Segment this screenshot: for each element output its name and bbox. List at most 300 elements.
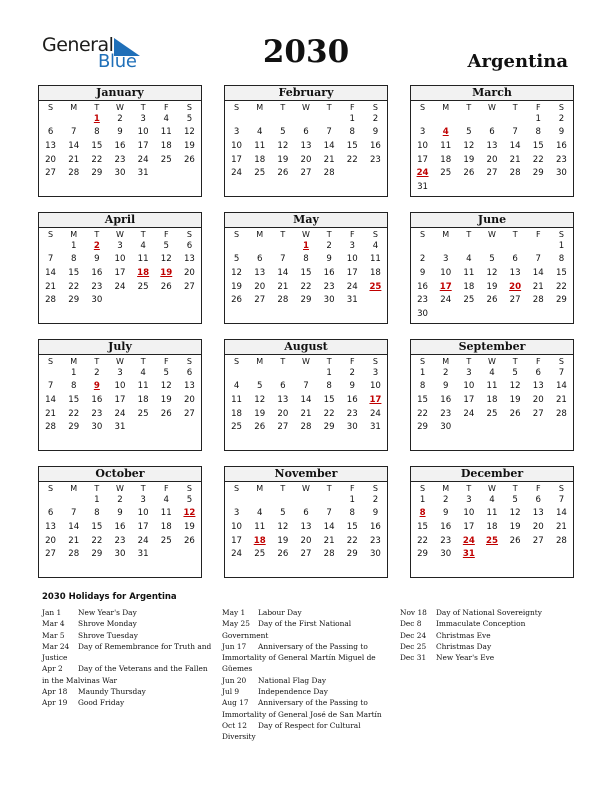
month-name: April — [39, 213, 201, 228]
empty-cell — [434, 180, 457, 194]
holiday-day-cell: 17 — [439, 281, 452, 292]
weekday-label: T — [326, 483, 332, 493]
day-cell: 13 — [277, 394, 289, 405]
day-cell: 7 — [70, 508, 77, 519]
weekday-label: T — [140, 356, 146, 366]
day-cell: 16 — [91, 394, 103, 405]
day-cell: 27 — [183, 281, 195, 292]
holiday-date: Jul 9 — [222, 687, 240, 697]
day-cell: 4 — [466, 254, 472, 265]
day-cell: 2 — [372, 113, 379, 124]
day-cell: 30 — [114, 549, 126, 560]
holiday-day-cell: 1 — [303, 240, 309, 251]
empty-cell — [527, 547, 550, 561]
day-cell: 5 — [512, 494, 518, 505]
day-cell: 7 — [535, 254, 541, 265]
day-cell: 20 — [277, 408, 289, 419]
day-cell: 21 — [45, 281, 57, 292]
empty-cell — [504, 112, 527, 126]
weekday-label: S — [48, 356, 54, 366]
day-cell: 12 — [509, 508, 521, 519]
empty-cell — [411, 239, 434, 253]
weekday-label: S — [420, 483, 426, 493]
day-cell: 11 — [137, 381, 149, 392]
day-cell: 21 — [532, 281, 544, 292]
empty-cell — [480, 420, 503, 434]
day-cell: 1 — [419, 367, 426, 378]
holiday-day-cell: 1 — [93, 113, 100, 124]
day-cell: 10 — [114, 381, 126, 392]
day-cell: 28 — [300, 422, 312, 433]
empty-cell — [504, 307, 527, 321]
weekday-label: T — [94, 229, 100, 239]
day-cell: 27 — [300, 168, 312, 179]
empty-cell — [225, 239, 248, 253]
empty-cell — [411, 112, 434, 126]
day-cell: 13 — [532, 508, 544, 519]
day-cell: 9 — [558, 127, 565, 138]
holiday-name: Shrove Monday — [78, 619, 137, 629]
day-cell: 21 — [323, 154, 335, 165]
day-cell: 30 — [91, 295, 103, 306]
holiday-day-cell: 12 — [183, 508, 196, 519]
day-cell: 10 — [463, 508, 475, 519]
day-cell: 6 — [303, 508, 309, 519]
weekday-label: W — [302, 483, 310, 493]
empty-cell — [550, 180, 573, 194]
day-cell: 9 — [349, 381, 355, 392]
day-cell: 21 — [68, 154, 80, 165]
day-cell: 16 — [91, 267, 103, 278]
empty-cell — [271, 366, 294, 380]
day-cell: 12 — [277, 521, 289, 532]
day-cell: 9 — [117, 127, 123, 138]
day-cell: 1 — [558, 240, 565, 251]
day-cell: 10 — [114, 254, 126, 265]
day-cell: 24 — [114, 408, 126, 419]
empty-cell — [225, 366, 248, 380]
empty-cell — [108, 293, 131, 307]
day-cell: 22 — [532, 154, 544, 165]
day-cell: 15 — [555, 267, 567, 278]
day-cell: 6 — [47, 127, 54, 138]
holiday-item — [42, 641, 212, 664]
day-cell: 6 — [186, 240, 193, 251]
day-cell: 29 — [555, 295, 567, 306]
day-cell: 8 — [326, 381, 332, 392]
day-cell: 9 — [372, 127, 379, 138]
day-cell: 11 — [231, 394, 243, 405]
weekday-label: F — [535, 483, 541, 493]
day-cell: 28 — [277, 295, 289, 306]
empty-cell — [155, 420, 178, 434]
weekday-label: T — [466, 229, 472, 239]
day-cell: 4 — [489, 494, 495, 505]
weekday-label: M — [70, 229, 78, 239]
day-cell: 16 — [346, 394, 358, 405]
empty-cell — [527, 420, 550, 434]
day-cell: 13 — [532, 381, 544, 392]
day-cell: 7 — [47, 381, 54, 392]
day-cell: 29 — [417, 549, 429, 560]
day-cell: 12 — [254, 394, 266, 405]
empty-cell — [294, 493, 317, 507]
day-cell: 29 — [91, 549, 103, 560]
day-cell: 8 — [349, 127, 355, 138]
day-cell: 1 — [349, 113, 355, 124]
weekday-label: M — [442, 229, 450, 239]
day-cell: 25 — [254, 549, 266, 560]
weekday-label: F — [535, 229, 541, 239]
day-cell: 25 — [137, 281, 149, 292]
holiday-day-cell: 8 — [419, 508, 426, 519]
empty-cell — [178, 420, 201, 434]
empty-cell — [178, 293, 201, 307]
day-cell: 30 — [346, 422, 358, 433]
empty-cell — [178, 166, 201, 180]
day-cell: 16 — [114, 140, 126, 151]
day-cell: 27 — [277, 422, 289, 433]
weekday-label: W — [116, 356, 124, 366]
holiday-date: Jun 17 — [222, 641, 247, 651]
empty-cell — [457, 420, 480, 434]
day-cell: 10 — [440, 267, 452, 278]
day-cell: 19 — [486, 281, 498, 292]
day-cell: 20 — [300, 154, 312, 165]
day-cell: 27 — [532, 408, 544, 419]
month-name: December — [411, 467, 573, 482]
day-cell: 22 — [91, 535, 103, 546]
day-cell: 24 — [231, 549, 243, 560]
day-cell: 17 — [417, 154, 429, 165]
day-cell: 22 — [555, 281, 567, 292]
day-cell: 26 — [463, 168, 475, 179]
day-cell: 15 — [346, 521, 358, 532]
weekday-label: T — [512, 483, 518, 493]
day-cell: 26 — [160, 281, 172, 292]
day-cell: 19 — [277, 535, 289, 546]
day-cell: 17 — [463, 394, 475, 405]
empty-cell — [62, 493, 85, 507]
day-cell: 24 — [463, 408, 475, 419]
day-cell: 21 — [68, 535, 80, 546]
empty-cell — [527, 180, 550, 194]
weekday-label: F — [349, 483, 355, 493]
day-cell: 24 — [369, 408, 381, 419]
day-cell: 15 — [68, 267, 80, 278]
day-cell: 2 — [558, 113, 565, 124]
empty-cell — [39, 112, 62, 126]
day-cell: 21 — [509, 154, 521, 165]
empty-cell — [434, 239, 457, 253]
day-cell: 18 — [137, 394, 149, 405]
weekday-label: T — [466, 102, 472, 112]
day-cell: 14 — [300, 394, 312, 405]
weekday-label: S — [420, 102, 426, 112]
day-cell: 16 — [417, 281, 429, 292]
day-cell: 8 — [349, 508, 355, 519]
holiday-day-cell: 9 — [93, 381, 100, 392]
weekday-label: F — [163, 229, 169, 239]
day-cell: 23 — [555, 154, 567, 165]
holiday-day-cell: 18 — [253, 535, 266, 546]
empty-cell — [225, 493, 248, 507]
day-cell: 11 — [440, 140, 452, 151]
weekday-label: S — [48, 483, 54, 493]
day-cell: 15 — [532, 140, 544, 151]
day-cell: 13 — [183, 381, 195, 392]
day-cell: 28 — [555, 535, 567, 546]
holiday-day-cell: 2 — [93, 240, 100, 251]
holiday-date: Aug 17 — [222, 698, 249, 708]
day-cell: 16 — [555, 140, 567, 151]
day-cell: 26 — [160, 408, 172, 419]
day-cell: 2 — [442, 494, 449, 505]
holiday-column — [400, 607, 570, 663]
weekday-label: T — [280, 229, 286, 239]
day-cell: 22 — [417, 535, 429, 546]
holiday-item — [400, 618, 570, 629]
weekday-label: M — [256, 483, 264, 493]
empty-cell — [318, 493, 341, 507]
empty-cell — [39, 366, 62, 380]
holiday-date: Dec 8 — [400, 619, 422, 629]
day-cell: 4 — [163, 113, 169, 124]
month-name: February — [225, 86, 387, 101]
day-cell: 31 — [137, 549, 149, 560]
weekday-label: W — [488, 229, 496, 239]
day-cell: 26 — [231, 295, 243, 306]
holiday-date: Jun 20 — [222, 675, 247, 685]
weekday-label: F — [535, 356, 541, 366]
day-cell: 12 — [509, 381, 521, 392]
holiday-item — [42, 607, 212, 618]
day-cell: 23 — [440, 535, 452, 546]
month-november — [224, 466, 388, 578]
day-cell: 3 — [117, 367, 123, 378]
day-cell: 5 — [163, 240, 169, 251]
day-cell: 18 — [160, 521, 172, 532]
day-cell: 5 — [280, 508, 286, 519]
empty-cell — [457, 180, 480, 194]
holiday-item — [42, 618, 212, 629]
day-cell: 3 — [442, 254, 449, 265]
weekday-label: F — [349, 102, 355, 112]
day-cell: 29 — [68, 422, 80, 433]
day-cell: 19 — [231, 281, 243, 292]
empty-cell — [341, 166, 364, 180]
holidays-title: 2030 Holidays for Argentina — [42, 592, 177, 602]
day-cell: 27 — [183, 408, 195, 419]
holiday-date: Mar 4 — [42, 619, 65, 629]
holiday-item — [222, 675, 382, 686]
month-february — [224, 85, 388, 197]
holiday-date: Dec 31 — [400, 653, 427, 663]
day-cell: 23 — [369, 154, 381, 165]
empty-cell — [504, 180, 527, 194]
day-cell: 30 — [440, 549, 452, 560]
holiday-item — [400, 630, 570, 641]
day-cell: 2 — [419, 254, 426, 265]
day-cell: 10 — [231, 521, 243, 532]
day-cell: 24 — [231, 168, 243, 179]
day-cell: 16 — [440, 521, 452, 532]
holiday-item — [400, 607, 570, 618]
day-cell: 29 — [300, 295, 312, 306]
day-cell: 23 — [114, 154, 126, 165]
day-cell: 4 — [233, 381, 240, 392]
weekday-label: T — [280, 102, 286, 112]
logo-text-general: General — [42, 34, 114, 56]
weekday-label: F — [163, 483, 169, 493]
day-cell: 26 — [183, 154, 195, 165]
weekday-label: S — [186, 356, 192, 366]
weekday-label: W — [488, 356, 496, 366]
day-cell: 10 — [417, 140, 429, 151]
day-cell: 6 — [47, 508, 54, 519]
empty-cell — [132, 420, 155, 434]
holiday-day-cell: 17 — [369, 394, 382, 405]
holiday-day-cell: 18 — [137, 267, 150, 278]
weekday-label: S — [48, 102, 54, 112]
day-cell: 10 — [369, 381, 381, 392]
day-cell: 4 — [163, 494, 169, 505]
day-cell: 23 — [323, 281, 335, 292]
day-cell: 18 — [231, 408, 243, 419]
month-august — [224, 339, 388, 451]
day-cell: 1 — [326, 367, 332, 378]
weekday-label: T — [140, 483, 146, 493]
day-cell: 22 — [346, 535, 358, 546]
weekday-label: S — [372, 102, 378, 112]
day-cell: 13 — [45, 521, 57, 532]
day-cell: 3 — [466, 367, 472, 378]
day-cell: 9 — [372, 508, 379, 519]
day-cell: 20 — [254, 281, 266, 292]
day-cell: 15 — [91, 140, 103, 151]
day-cell: 16 — [369, 521, 381, 532]
day-cell: 30 — [555, 168, 567, 179]
weekday-label: S — [186, 483, 192, 493]
empty-cell — [225, 112, 248, 126]
day-cell: 7 — [70, 127, 77, 138]
weekday-label: M — [256, 229, 264, 239]
holiday-name: Anniversary of the Passing to Immortality of General Martín Miguel de Güemes — [222, 641, 376, 674]
day-cell: 7 — [326, 508, 332, 519]
weekday-label: S — [234, 229, 240, 239]
day-cell: 12 — [486, 267, 498, 278]
day-cell: 30 — [440, 422, 452, 433]
day-cell: 24 — [137, 154, 149, 165]
day-cell: 17 — [114, 267, 126, 278]
day-cell: 1 — [70, 367, 77, 378]
day-cell: 28 — [45, 422, 57, 433]
day-cell: 18 — [463, 281, 475, 292]
day-cell: 14 — [68, 521, 80, 532]
day-cell: 1 — [94, 494, 100, 505]
day-cell: 13 — [486, 140, 498, 151]
day-cell: 5 — [256, 381, 263, 392]
holiday-name: Day of Respect for Cultural Diversity — [222, 720, 361, 742]
day-cell: 14 — [45, 394, 57, 405]
day-cell: 14 — [555, 381, 567, 392]
day-cell: 11 — [160, 127, 172, 138]
day-cell: 28 — [555, 408, 567, 419]
day-cell: 14 — [323, 140, 335, 151]
holiday-item — [42, 686, 212, 697]
day-cell: 12 — [160, 254, 172, 265]
day-cell: 26 — [254, 422, 266, 433]
day-cell: 6 — [512, 254, 518, 265]
empty-cell — [480, 239, 503, 253]
month-june — [410, 212, 574, 324]
day-cell: 13 — [45, 140, 57, 151]
day-cell: 2 — [94, 367, 100, 378]
month-january — [38, 85, 202, 197]
day-cell: 7 — [326, 127, 332, 138]
day-cell: 18 — [160, 140, 172, 151]
holiday-day-cell: 19 — [160, 267, 173, 278]
weekday-label: F — [163, 102, 169, 112]
day-cell: 13 — [300, 521, 312, 532]
weekday-label: M — [70, 356, 78, 366]
holiday-item — [400, 641, 570, 652]
day-cell: 30 — [91, 422, 103, 433]
day-cell: 5 — [233, 254, 240, 265]
day-cell: 29 — [323, 422, 335, 433]
weekday-label: S — [372, 356, 378, 366]
day-cell: 11 — [254, 521, 266, 532]
day-cell: 3 — [233, 127, 240, 138]
month-name: March — [411, 86, 573, 101]
empty-cell — [504, 420, 527, 434]
holiday-day-cell: 31 — [462, 549, 475, 560]
holiday-name: Immaculate Conception — [436, 619, 526, 629]
day-cell: 12 — [277, 140, 289, 151]
weekday-label: T — [280, 483, 286, 493]
day-cell: 29 — [91, 168, 103, 179]
day-cell: 23 — [346, 408, 358, 419]
day-cell: 16 — [323, 267, 335, 278]
weekday-label: S — [234, 356, 240, 366]
holiday-name: Day of Remembrance for Truth and Justice — [42, 641, 212, 663]
day-cell: 19 — [160, 394, 172, 405]
day-cell: 21 — [555, 394, 567, 405]
day-cell: 6 — [535, 494, 541, 505]
weekday-label: M — [442, 483, 450, 493]
month-name: July — [39, 340, 201, 355]
day-cell: 8 — [303, 254, 309, 265]
holiday-item — [42, 630, 212, 641]
holiday-date: May 25 — [222, 619, 250, 629]
holiday-name: Anniversary of the Passing to Immortality of General José de San Martín — [222, 698, 382, 719]
weekday-label: T — [326, 229, 332, 239]
day-cell: 10 — [231, 140, 243, 151]
day-cell: 29 — [417, 422, 429, 433]
day-cell: 9 — [442, 381, 449, 392]
day-cell: 3 — [140, 113, 146, 124]
day-cell: 15 — [91, 521, 103, 532]
day-cell: 30 — [323, 295, 335, 306]
empty-cell — [62, 112, 85, 126]
weekday-label: T — [326, 356, 332, 366]
day-cell: 25 — [160, 154, 172, 165]
empty-cell — [294, 112, 317, 126]
month-name: October — [39, 467, 201, 482]
day-cell: 3 — [419, 127, 426, 138]
day-cell: 17 — [231, 154, 243, 165]
month-name: September — [411, 340, 573, 355]
